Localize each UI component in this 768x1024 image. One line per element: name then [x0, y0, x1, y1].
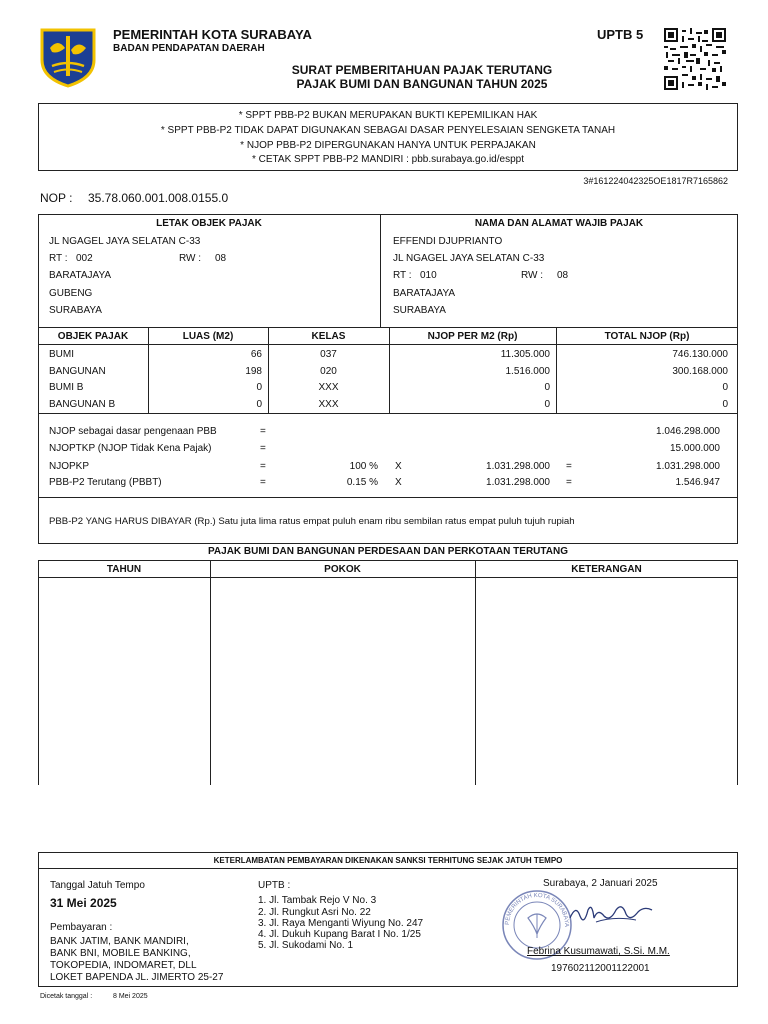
col-total-njop: TOTAL NJOP (Rp): [604, 331, 690, 342]
uptb-list-label: UPTB :: [258, 880, 291, 891]
object-kelurahan: BARATAJAYA: [49, 270, 112, 281]
taxpayer-rt: 010: [420, 270, 437, 281]
uptb-list-item: 4. Jl. Dukuh Kupang Barat I No. 1/25: [258, 929, 421, 940]
payment-line: BANK BNI, MOBILE BANKING,: [50, 948, 191, 959]
printed-date-label: Dicetak tanggal :: [40, 993, 93, 1000]
taxpayer-kelurahan: BARATAJAYA: [393, 288, 456, 299]
table-row-area: 66: [250, 349, 262, 360]
due-date-label: Tanggal Jatuh Tempo: [50, 880, 145, 891]
table-row-type: BANGUNAN: [49, 366, 106, 377]
table-row-type: BUMI B: [49, 382, 84, 393]
payment-label: Pembayaran :: [50, 922, 113, 933]
notice-line: * NJOP PBB-P2 DIPERGUNAKAN HANYA UNTUK PERPAJAKAN: [240, 140, 536, 151]
njopkp-label: NJOPKP: [49, 461, 90, 472]
document-subtitle: PAJAK BUMI DAN BANGUNAN TAHUN 2025: [296, 77, 548, 91]
table-row-class: XXX: [318, 382, 339, 393]
table-row-area: 0: [256, 382, 262, 393]
object-rw: 08: [215, 253, 227, 264]
taxpayer-city: SURABAYA: [393, 305, 446, 316]
col-kelas: KELAS: [311, 331, 346, 342]
table-row-class: 020: [320, 366, 337, 377]
object-kecamatan: GUBENG: [49, 288, 93, 299]
table-row-njop-m2: 0: [544, 382, 550, 393]
taxpayer-rw-label: RW :: [521, 270, 544, 281]
equals-sign: =: [260, 461, 266, 472]
table-row-njop-m2: 0: [544, 399, 550, 410]
due-date: 31 Mei 2025: [50, 896, 117, 910]
stamp-text: PEMERINTAH KOTA SURABAYA: [504, 892, 570, 927]
uptb-label: UPTB 5: [597, 27, 644, 42]
signature: [566, 896, 656, 936]
signer-nip: 197602112001122001: [551, 963, 650, 974]
table-row-njop-m2: 11.305.000: [500, 349, 550, 360]
amount-in-words: PBB-P2 YANG HARUS DIBAYAR (Rp.) Satu juta lima ratus empat puluh enam ribu sembilan ratus empat puluh tujuh rupiah: [49, 516, 575, 527]
document-code: 3#161224042325OE1817R7165862: [583, 176, 728, 186]
table-row-total: 746.130.000: [672, 349, 728, 360]
njop-label: NJOP sebagai dasar pengenaan PBB: [49, 426, 217, 437]
njopkp-base: 1.031.298.000: [486, 461, 550, 472]
uptb-list-item: 3. Jl. Raya Menganti Wiyung No. 247: [258, 918, 424, 929]
taxpayer-street: JL NGAGEL JAYA SELATAN C-33: [393, 253, 545, 264]
taxpayer-heading: NAMA DAN ALAMAT WAJIB PAJAK: [474, 218, 644, 229]
taxpayer-rw: 08: [557, 270, 569, 281]
arrears-heading: PAJAK BUMI DAN BANGUNAN PERDESAAN DAN PERKOTAAN TERUTANG: [207, 546, 568, 557]
notice-line: * CETAK SPPT PBB-P2 MANDIRI : pbb.surabaya.go.id/esppt: [252, 154, 524, 165]
equals-sign: =: [260, 477, 266, 488]
payment-line: LOKET BAPENDA JL. JIMERTO 25-27: [50, 972, 224, 983]
njoptkp-value: 15.000.000: [669, 443, 720, 454]
table-row-total: 0: [722, 399, 728, 410]
sign-place-date: Surabaya, 2 Januari 2025: [543, 878, 658, 889]
col-luas: LUAS (M2): [182, 331, 234, 342]
arrears-table: [38, 560, 738, 785]
multiply-sign: X: [395, 461, 402, 472]
table-row-njop-m2: 1.516.000: [505, 366, 550, 377]
object-city: SURABAYA: [49, 305, 102, 316]
nop-value: 35.78.060.001.008.0155.0: [88, 191, 229, 205]
table-row-total: 0: [722, 382, 728, 393]
njop-value: 1.046.298.000: [656, 426, 720, 437]
equals-sign: =: [566, 477, 572, 488]
equals-sign: =: [260, 443, 266, 454]
object-rt-label: RT :: [49, 253, 68, 264]
notice-line: * SPPT PBB-P2 BUKAN MERUPAKAN BUKTI KEPEMILIKAN HAK: [238, 110, 538, 121]
pbb-value: 1.546.947: [675, 477, 720, 488]
signer-name: Febrina Kusumawati, S.Si. M.M.: [527, 946, 670, 957]
pbb-label: PBB-P2 Terutang (PBBT): [49, 477, 162, 488]
table-row-type: BANGUNAN B: [49, 399, 116, 410]
njoptkp-label: NJOPTKP (NJOP Tidak Kena Pajak): [49, 443, 212, 454]
table-row-area: 0: [256, 399, 262, 410]
pbb-base: 1.031.298.000: [486, 477, 550, 488]
qr-code: [664, 28, 726, 90]
taxpayer-name: EFFENDI DJUPRIANTO: [393, 236, 503, 247]
government-name: PEMERINTAH KOTA SURABAYA: [113, 27, 312, 42]
table-row-total: 300.168.000: [672, 366, 728, 377]
object-rt: 002: [76, 253, 93, 264]
equals-sign: =: [260, 426, 266, 437]
col-tahun: TAHUN: [106, 564, 142, 575]
multiply-sign: X: [395, 477, 402, 488]
main-table: [38, 214, 738, 544]
col-keterangan: KETERANGAN: [571, 564, 642, 575]
object-street: JL NGAGEL JAYA SELATAN C-33: [49, 236, 201, 247]
col-objek-pajak: OBJEK PAJAK: [57, 331, 129, 342]
payment-line: TOKOPEDIA, INDOMARET, DLL: [50, 960, 197, 971]
equals-sign: =: [566, 461, 572, 472]
pbb-percent: 0.15 %: [346, 477, 378, 488]
object-rw-label: RW :: [179, 253, 202, 264]
document-title: SURAT PEMBERITAHUAN PAJAK TERUTANG: [291, 63, 553, 77]
printed-date: 8 Mei 2025: [113, 993, 148, 1000]
table-row-type: BUMI: [49, 349, 74, 360]
payment-line: BANK JATIM, BANK MANDIRI,: [50, 936, 189, 947]
table-row-area: 198: [245, 366, 262, 377]
agency-name: BADAN PENDAPATAN DAERAH: [113, 43, 265, 54]
table-row-class: XXX: [318, 399, 339, 410]
table-row-class: 037: [320, 349, 337, 360]
col-pokok: POKOK: [324, 564, 361, 575]
object-location-heading: LETAK OBJEK PAJAK: [156, 218, 262, 229]
njopkp-value: 1.031.298.000: [656, 461, 720, 472]
uptb-list-item: 5. Jl. Sukodami No. 1: [258, 940, 354, 951]
city-emblem-logo: [38, 26, 98, 88]
col-njop-per-m2: NJOP PER M2 (Rp): [427, 331, 518, 342]
njopkp-percent: 100 %: [349, 461, 378, 472]
taxpayer-rt-label: RT :: [393, 270, 412, 281]
nop-label: NOP :: [40, 191, 73, 205]
late-payment-warning: KETERLAMBATAN PEMBAYARAN DIKENAKAN SANKSI TERHITUNG SEJAK JATUH TEMPO: [213, 856, 563, 865]
uptb-list-item: 1. Jl. Tambak Rejo V No. 3: [258, 895, 377, 906]
uptb-list-item: 2. Jl. Rungkut Asri No. 22: [258, 907, 371, 918]
notice-line: * SPPT PBB-P2 TIDAK DAPAT DIGUNAKAN SEBAGAI DASAR PENYELESAIAN SENGKETA TANAH: [160, 125, 616, 136]
